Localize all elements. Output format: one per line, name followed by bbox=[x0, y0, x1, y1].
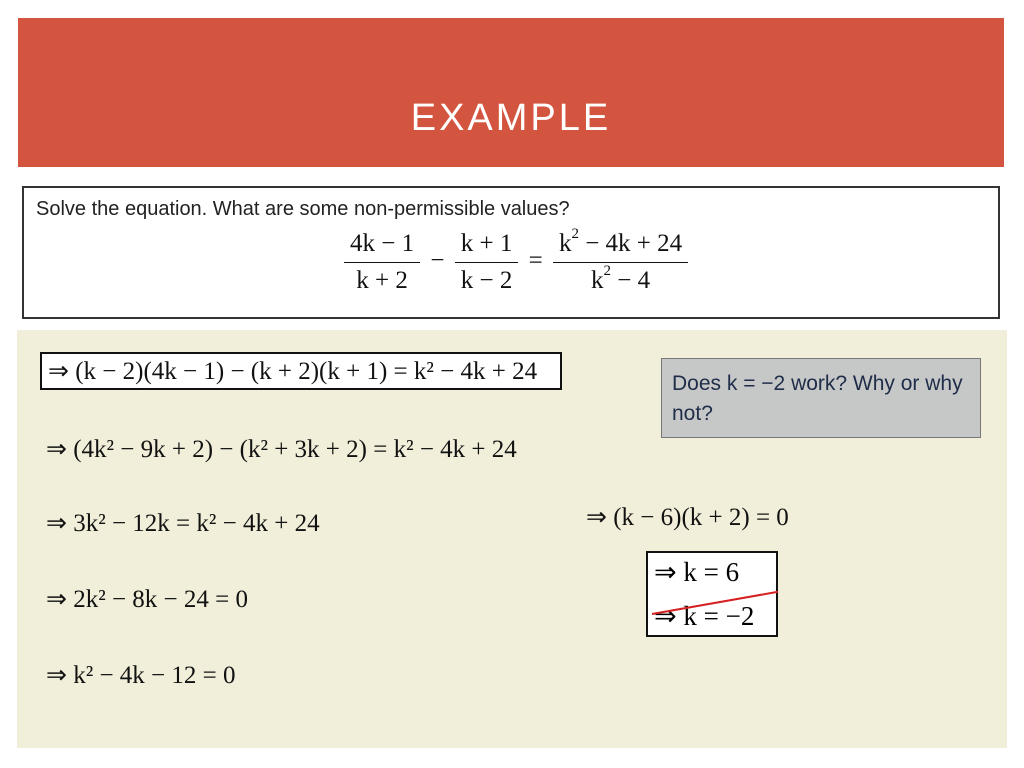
problem-prompt: Solve the equation. What are some non-permissible values? bbox=[36, 198, 570, 220]
fraction-1: $\frac{4k - 1}{k + 2}$ bbox=[344, 230, 420, 295]
title-banner bbox=[18, 18, 1004, 167]
problem-box bbox=[22, 186, 1000, 319]
factored-equation: ⇒ (k − 6)(k + 2) = 0 bbox=[586, 504, 789, 531]
step-2: ⇒ (4k² − 9k + 2) − (k² + 3k + 2) = k² − 4k + 24 bbox=[46, 436, 517, 463]
rejected-answer: ⇒ k = −2 bbox=[654, 601, 755, 631]
valid-answer: ⇒ k = 6 bbox=[654, 557, 740, 587]
slide-title: EXAMPLE bbox=[410, 97, 612, 139]
fraction-2: $\frac{k + 1}{k - 2}$ bbox=[455, 230, 519, 295]
problem-equation: $\frac{4k - 1}{k + 2}$ − $\frac{k + 1}{k - 2}$ = $\frac{k^2 - 4k + 24}{k^2 - 4}$ bbox=[340, 230, 692, 295]
step-3: ⇒ 3k² − 12k = k² − 4k + 24 bbox=[46, 510, 320, 537]
fraction-3: $\frac{k^2 - 4k + 24}{k^2 - 4}$ bbox=[553, 230, 688, 295]
question-callout: Does k = −2 work? Why or why not? bbox=[661, 358, 981, 438]
answer-box bbox=[646, 551, 778, 637]
step-4: ⇒ 2k² − 8k − 24 = 0 bbox=[46, 586, 248, 613]
step-1: ⇒ (k − 2)(4k − 1) − (k + 2)(k + 1) = k² − 4k + 24 bbox=[40, 352, 562, 390]
step-5: ⇒ k² − 4k − 12 = 0 bbox=[46, 662, 236, 689]
